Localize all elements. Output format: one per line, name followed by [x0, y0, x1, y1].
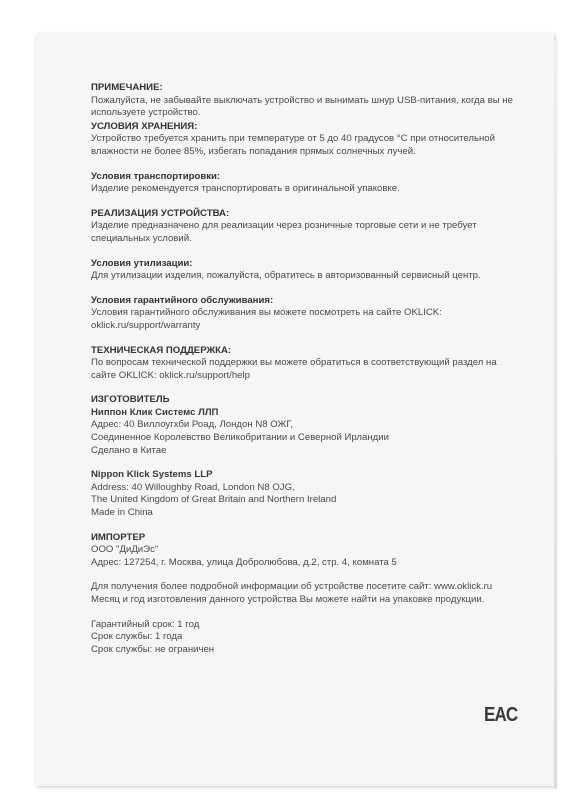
- manufacturer-text: Соединенное Королевство Великобритании и Северной Ирландии: [91, 432, 389, 444]
- section-terms: [91, 619, 531, 657]
- section-text: Для утилизации изделия, пожалуйста, обратитесь в авторизованный сервисный центр.: [91, 270, 481, 282]
- section-heading: Условия утилизации:: [91, 257, 193, 269]
- section-text: используете устройство.: [91, 107, 201, 119]
- info-text: Для получения более подробной информации об устройстве посетите сайт: www.oklick.ru: [91, 581, 493, 593]
- section-manufacturer-en: [91, 469, 531, 519]
- section-manufacturer: [91, 394, 531, 457]
- eac-mark-icon: EAC: [484, 704, 518, 726]
- manufacturer-heading: ИЗГОТОВИТЕЛЬ: [91, 394, 170, 406]
- terms-text: Срок службы: 1 года: [91, 631, 183, 643]
- section-info: [91, 581, 531, 606]
- section-heading: ПРИМЕЧАНИЕ:: [91, 82, 163, 93]
- section-text: сайте OKLICK: oklick.ru/support/help: [91, 369, 250, 381]
- section-text: специальных условий.: [91, 232, 192, 244]
- terms-text: Гарантийный срок: 1 год: [91, 618, 200, 630]
- section-importer: [91, 532, 531, 570]
- section-warranty: [91, 295, 531, 333]
- section-text: По вопросам технической поддержки вы можете обратиться в соответствующий раздел на: [91, 357, 497, 369]
- document-sheet: [36, 34, 554, 786]
- section-heading: Условия транспортировки:: [91, 170, 221, 182]
- section-text: Пожалуйста, не забывайте выключать устройство и вынимать шнур USB-питания, когда вы не: [91, 94, 513, 106]
- section-heading: Условия гарантийного обслуживания:: [91, 294, 274, 306]
- section-storage: [91, 121, 531, 159]
- manufacturer-text: Address: 40 Willoughby Road, London N8 OJG,: [91, 481, 295, 493]
- section-text: Изделие предназначено для реализации через розничные торговые сети и не требует: [91, 220, 477, 232]
- section-support: [91, 345, 531, 383]
- section-disposal: [91, 258, 531, 283]
- manufacturer-name-ru: Ниппон Клик Системс ЛЛП: [91, 406, 219, 418]
- document-content: [91, 82, 531, 668]
- warranty-link: oklick.ru/support/warranty: [91, 319, 201, 331]
- section-heading: ТЕХНИЧЕСКАЯ ПОДДЕРЖКА:: [91, 344, 232, 356]
- section-heading: УСЛОВИЯ ХРАНЕНИЯ:: [91, 120, 198, 132]
- manufacturer-text: Адрес: 40 Виллоугхби Роад, Лондон N8 ОЖГ,: [91, 419, 294, 431]
- section-text: Устройство требуется хранить при температуре от 5 до 40 градусов °С при относительной: [91, 133, 495, 145]
- importer-text: Адрес: 127254, г. Москва, улица Добролюбова, д.2, стр. 4, комната 5: [91, 556, 397, 568]
- section-text: влажности не более 85%, избегать попадания прямых солнечных лучей.: [91, 145, 416, 157]
- importer-text: ООО "ДиДиЭс": [91, 544, 159, 556]
- importer-heading: ИМПОРТЕР: [91, 531, 146, 543]
- terms-text: Срок службы: не ограничен: [91, 643, 215, 655]
- manufacturer-text: Сделано в Китае: [91, 444, 167, 456]
- section-transport: [91, 171, 531, 196]
- section-note: [91, 82, 531, 120]
- section-heading: РЕАЛИЗАЦИЯ УСТРОЙСТВА:: [91, 207, 230, 219]
- manufacturer-text: Made in China: [91, 507, 153, 519]
- section-text: Изделие рекомендуется транспортировать в оригинальной упаковке.: [91, 183, 400, 195]
- manufacturer-name-en: Nippon Klick Systems LLP: [91, 469, 213, 481]
- section-sale: [91, 208, 531, 246]
- info-text: Месяц и год изготовления данного устройства Вы можете найти на упаковке продукции.: [91, 594, 485, 605]
- manufacturer-text: The United Kingdom of Great Britain and Northern Ireland: [91, 494, 337, 506]
- section-text: Условия гарантийного обслуживания вы можете посмотреть на сайте OKLICK:: [91, 307, 442, 319]
